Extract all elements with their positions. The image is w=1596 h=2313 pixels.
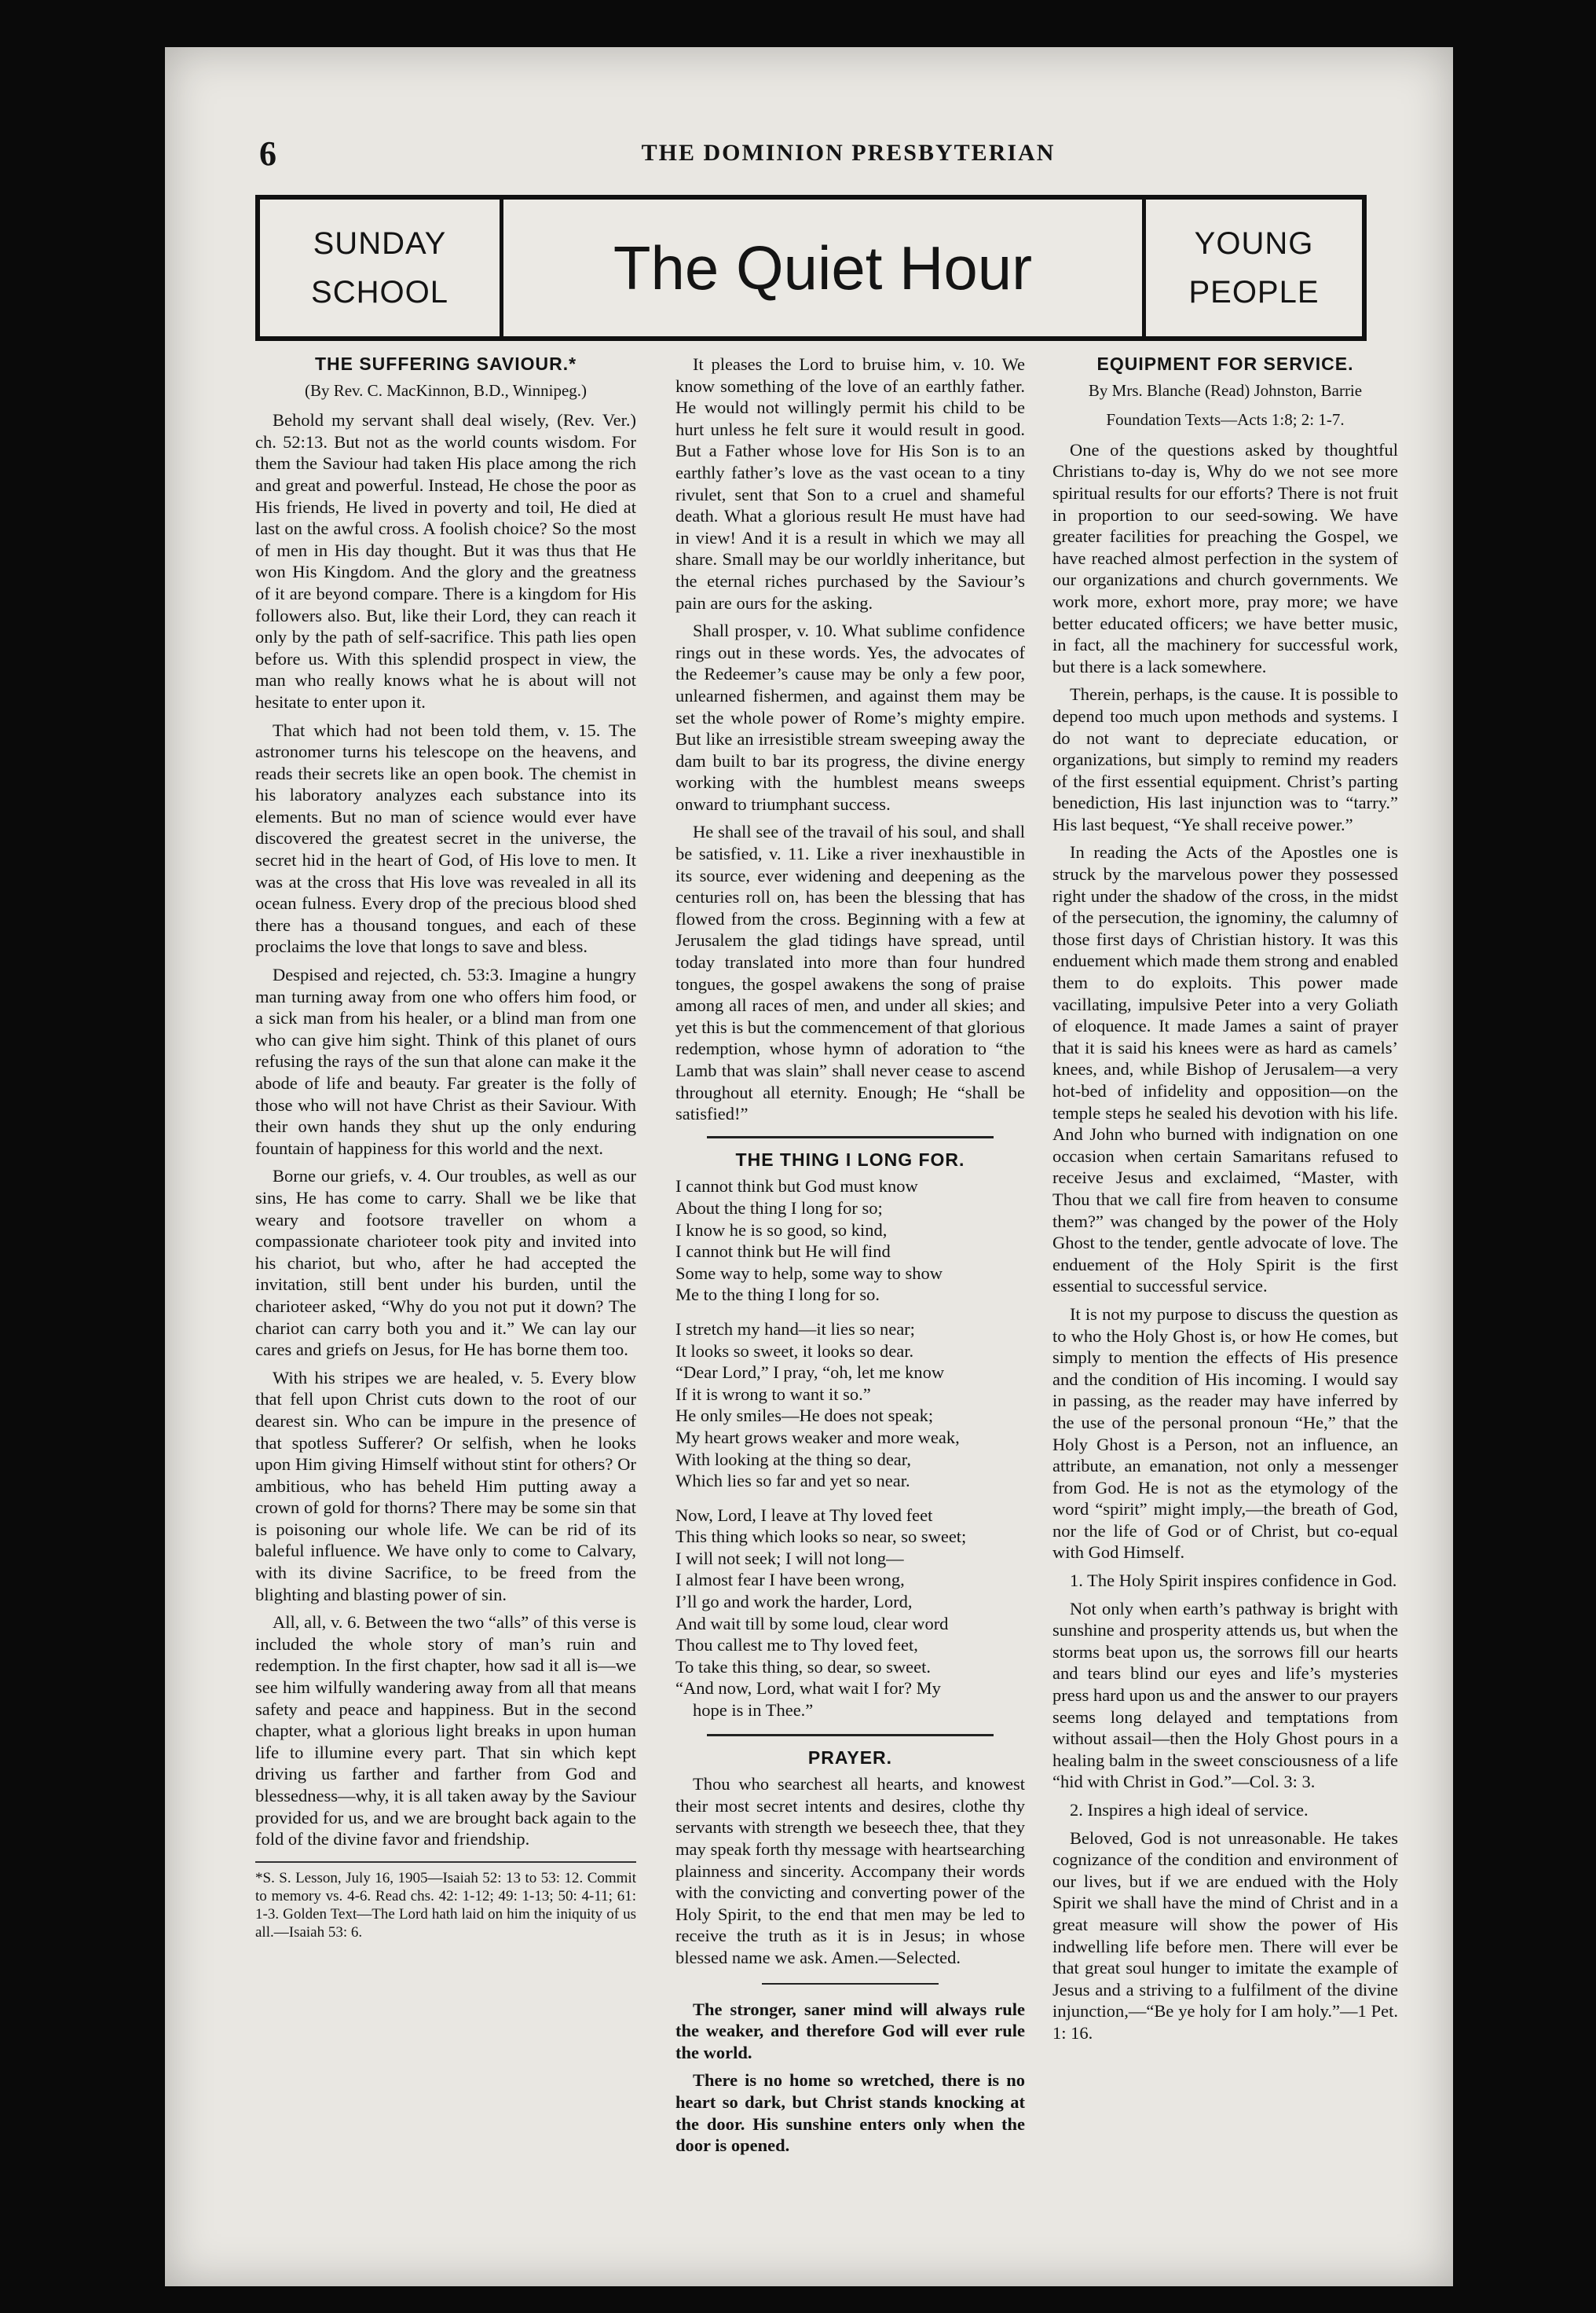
running-head xyxy=(259,134,1445,181)
poem-line: It looks so sweet, it looks so dear. xyxy=(675,1340,914,1361)
paragraph: Therein, perhaps, is the cause. It is possible to depend too much upon methods and systems. I do not want to depreciate education, or organizations, but simply to remind my readers of the first essential equipment. Christ’s parting benediction, His last injunction was to “tarry.” His last bequest, “Ye shall receive power.” xyxy=(1052,684,1398,834)
banner-sunday-school xyxy=(260,200,503,336)
poem-stanza xyxy=(675,1175,1025,1306)
poem-line: I will not seek; I will not long— xyxy=(675,1548,904,1568)
poem-line: Some way to help, some way to show xyxy=(675,1263,943,1283)
article-byline: (By Rev. C. MacKinnon, B.D., Winnipeg.) xyxy=(304,380,588,400)
banner-left-line2: SCHOOL xyxy=(311,275,448,310)
poem xyxy=(675,1149,1025,1721)
numbered-point: 1. The Holy Spirit inspires confidence in God. xyxy=(1070,1571,1397,1591)
poem-line: “Dear Lord,” I pray, “oh, let me know xyxy=(675,1362,945,1383)
poem-line: Now, Lord, I leave at Thy loved feet xyxy=(675,1505,933,1525)
paragraph: That which had not been told them, v. 15. The astronomer turns his telescope on the heavens, and reads their secrets like an open book. The chemist in his laboratory analyzes each substance into its elements. But no man of science would ever have discovered the greatest secret in the universe, the secret hid in the heart of God, of His love to men. It was at the cross that His love was revealed in all its ocean fulness. Every drop of the precious blood shed there has a thousand tongues, and each of these proclaims the love that longs to save and bless. xyxy=(255,720,636,957)
poem-line: Me to the thing I long for so. xyxy=(675,1285,880,1305)
paragraph: It pleases the Lord to bruise him, v. 10. We know something of the love of an earthly father. He would not willingly permit his child to be hurt unless he felt sure it would result in good. But a Father whose love for His Son is to an earthly father’s love as the vast ocean to a tiny rivulet, sent that Son to a cruel and shameful death. What a glorious result He must have had in view! And it is a result in which we may all share. Small may be our worldly inheritance, but the eternal riches purchased by the Saviour’s pain are ours for the asking. xyxy=(675,354,1025,613)
banner-right-line1: YOUNG xyxy=(1194,226,1314,261)
poem-line: I stretch my hand—it lies so near; xyxy=(675,1318,915,1339)
paragraph: Not only when earth’s pathway is bright with sunshine and prosperity attends us, but when the storms beat upon us, the sorrows fill our hearts and tears blind our eyes and life’s mysteries press hard upon us and the answer to our prayers seems long delayed and temptations from without assail—then the Holy Ghost pours in a healing balm in the sweet consciousness of a life “hid with Christ in God.”—Col. 3: 3. xyxy=(1052,1598,1398,1792)
saying: The stronger, saner mind will always rule the weaker, and therefore God will ever rule the world. xyxy=(675,1999,1025,2062)
poem-line: If it is wrong to want it so.” xyxy=(675,1384,871,1404)
banner-young-people xyxy=(1142,200,1362,336)
paragraph: One of the questions asked by thoughtful Christians to-day is, Why do we not see more spiritual results for our efforts? There is not fruit in proportion to our seed-sowing. We have greater facilities for preaching the Gospel, we have reached almost perfection in the system of our organizations and church governments. We work more, exhort more, pray more; we have better educated officers; we have better music, in fact, all the machinery for successful work, but there is a lack somewhere. xyxy=(1052,439,1398,676)
paragraph: Behold my servant shall deal wisely, (Rev. Ver.) ch. 52:13. But not as the world counts wisdom. For them the Saviour had taken His place among the rich and great and powerful. Instead, He chose the poor as His friends, He lived in poverty and toil, He died at last on the awful cross. A foolish choice? So the most of men in His day thought. But it was thus that He won His Kingdom. And the glory and the greatness of it are beyond compare. There is a kingdom for His followers also. But, like their Lord, they can reach it only by the path of self-sacrifice. This path lies open before us. With this splendid prospect in view, the man who really knows what he is about will not hesitate to enter upon it. xyxy=(255,410,636,712)
poem-line: I cannot think but God must know xyxy=(675,1176,918,1197)
divider xyxy=(707,1734,994,1736)
column-2 xyxy=(675,354,1025,2163)
divider xyxy=(762,1983,939,1985)
footnote-text: *S. S. Lesson, July 16, 1905—Isaiah 52: 13 to 53: 12. Commit to memory vs. 4-6. Read chs. 42: 1-12; 49: 1-13; 50: 4-11; 61: 1-3. Golden Text—The Lord hath laid on him the iniquity of us all.—Isaiah 53: 6. xyxy=(255,1869,636,1941)
poem-line: hope is in Thee.” xyxy=(693,1700,814,1721)
sayings xyxy=(675,1999,1025,2157)
paragraph: Borne our griefs, v. 4. Our troubles, as well as our sins, He has come to carry. Shall we be like that weary and footsore traveller on whom a compassionate charioteer took pity and invited into his chariot, but who, after he had accepted the invitation, still bent under his burden, until the charioteer asked, “Why do you not put it down? The chariot can carry both you and it.” We can lay our cares and griefs on Jesus, for He has borne them too. xyxy=(255,1166,636,1360)
numbered-point: 2. Inspires a high ideal of service. xyxy=(1070,1800,1309,1820)
banner-left-line1: SUNDAY xyxy=(313,226,447,261)
poem-line: “And now, Lord, what wait I for? My xyxy=(675,1678,941,1699)
poem-line: My heart grows weaker and more weak, xyxy=(675,1427,960,1447)
banner-title: The Quiet Hour xyxy=(613,233,1033,302)
poem-line: To take this thing, so dear, so sweet. xyxy=(675,1656,931,1677)
poem-line: I almost fear I have been wrong, xyxy=(675,1570,905,1590)
paragraph: All, all, v. 6. Between the two “alls” of this verse is included the whole story of man’s ruin and redemption. In the first chapter, how sad it all is—we see him wilfully wandering away from all that means safety and peace and happiness. But in the second chapter, what a glorious light breaks in upon human life to illumine every part. That sin which kept driving us farther and farther from God and blessedness—why, it is all taken away by the Saviour provided for us, and we are brought back again to the fold of the divine favor and friendship. xyxy=(255,1612,636,1849)
newspaper-page xyxy=(165,47,1453,2286)
publication-title: THE DOMINION PRESBYTERIAN xyxy=(641,140,1056,166)
poem-line: With looking at the thing so dear, xyxy=(675,1449,912,1469)
poem-line: Thou callest me to Thy loved feet, xyxy=(675,1635,918,1655)
paragraph: In reading the Acts of the Apostles one is struck by the marvelous power they possessed right under the shadow of the cross, in the midst of the persecution, the ignominy, the calumny of those first days of Christian history. It was this enduement which made them strong and enabled them to do exploits. This power made vacillating, impulsive Peter into a very Goliath of eloquence. It made James a saint of prayer that it is said his knees were as hard as camels’ knees, and, while Bishop of Jerusalem—a very hot-bed of infidelity and opposition—on the temple steps he sealed his devotion with his life. And John who burned with indignation on one occasion when certain Samaritans refused to receive Jesus and exclaimed, “Master, with Thou that we call fire from heaven to consume them?” was changed by the power of the Holy Ghost to the tender, gentle advocate of love. The enduement of the Holy Spirit is the first essential to successful service. xyxy=(1052,842,1398,1296)
poem-line: I’ll go and work the harder, Lord, xyxy=(675,1592,913,1612)
paragraph: Shall prosper, v. 10. What sublime confidence rings out in these words. Yes, the advocates of the Redeemer’s cause may be only a few poor, unlearned fishermen, and against them may be set the whole power of Rome’s mighty empire. But like an irresistible stream sweeping away the dam built to bar its progress, the divine energy working with the humblest means sweeps onward to triumphant success. xyxy=(675,621,1025,814)
paragraph: Beloved, God is not unreasonable. He takes cognizance of the condition and environment of our lives, but if we are endued with the Holy Spirit we shall have the mind of Christ and in a great measure will show the power of His indwelling life before men. There will ever be that great soul hunger to imitate the example of Jesus and a striving to a fulfilment of the divine injunction,—“Be ye holy for I am holy.”—1 Pet. 1: 16. xyxy=(1052,1827,1398,2043)
poem-line: Which lies so far and yet so near. xyxy=(675,1471,910,1491)
poem-line: This thing which looks so near, so sweet; xyxy=(675,1527,967,1547)
paragraph: With his stripes we are healed, v. 5. Every blow that fell upon Christ cuts down to the root of our dearest sin. Who can be impure in the presence of that spotless Sufferer? Or selfish, when he looks upon Him giving Himself without stint for others? Or ambitious, who has beheld Him putting away a crown of gold for thorns? There may be some sin that is poisoning our whole life. We can be rid of its baleful influence. We have only to come to Calvary, with its divine Sacrifice, to be freed from the blighting and blasting power of sin. xyxy=(255,1367,636,1604)
article-title: THE SUFFERING SAVIOUR.* xyxy=(314,354,577,374)
paragraph: It is not my purpose to discuss the question as to who the Holy Ghost is, or how He comes, but simply to mention the effects of His presence and the condition of His incoming. I would say in passing, as the reader may have inferred by the use of the personal pronoun “He,” that the Holy Ghost is a Person, not an influence, an attribute, an emanation, not only a messenger from God. He is not as the etymology of the word “spirit” might imply,—the breath of God, nor the life of God or of Christ, but co-equal with God Himself. xyxy=(1052,1303,1398,1563)
banner-right-line2: PEOPLE xyxy=(1188,275,1320,310)
page-number: 6 xyxy=(259,134,276,173)
prayer-text: Thou who searchest all hearts, and knowest their most secret intents and desires, clothe thy servants with strength we beseech thee, that they may speak forth thy message with heartsearching plainness and sincerity. Accompany their words with the convicting and converting power of the Holy Spirit, to the end that men may be led to receive the truth as it is in Jesus; in whose blessed name we ask. Amen.—Selected. xyxy=(675,1774,1025,1967)
prayer-title: PRAYER. xyxy=(807,1747,893,1768)
column-1 xyxy=(255,354,636,1948)
poem-line: He only smiles—He does not speak; xyxy=(675,1406,934,1426)
lesson-footnote xyxy=(255,1861,636,1941)
poem-line: I cannot think but He will find xyxy=(675,1241,891,1262)
paragraph: He shall see of the travail of his soul, and shall be satisfied, v. 11. Like a river inexhaustible in its source, ever widening and deepening as the centuries roll on, has been the blessing that has flowed from the cross. Beginning with a few at Jerusalem the glad tidings have spread, until today translated into more than four hundred tongues, the gospel awakens the song of praise among all races of men, and under all skies; and yet this is but the commencement of that glorious redemption, whose hymn of adoration to “the Lamb that was slain” shall never cease to ascend throughout all eternity. Enough; He “shall be satisfied!” xyxy=(675,822,1025,1124)
column-3 xyxy=(1052,354,1398,2051)
poem-line: I know he is so good, so kind, xyxy=(675,1219,888,1240)
saying: There is no home so wretched, there is no heart so dark, but Christ stands knocking at the door. His sunshine enters only when the door is opened. xyxy=(675,2070,1025,2156)
article-byline: By Mrs. Blanche (Read) Johnston, Barrie xyxy=(1088,380,1363,400)
poem-stanza xyxy=(675,1318,1025,1492)
divider xyxy=(707,1136,994,1138)
foundation-texts: Foundation Texts—Acts 1:8; 2: 1-7. xyxy=(1106,410,1345,430)
poem-line: And wait till by some loud, clear word xyxy=(675,1613,949,1633)
section-banner xyxy=(255,195,1367,341)
article-title: EQUIPMENT FOR SERVICE. xyxy=(1096,354,1354,374)
paragraph: Despised and rejected, ch. 53:3. Imagine a hungry man turning away from one who offers him food, or a sick man from his healer, or a blind man from one who can give him sight. Think of this planet of ours refusing the rays of the sun that alone can make it the abode of life and beauty. Far greater is the folly of those who will not have Christ as their Saviour. With their own hands they shut up the only enduring fountain of happiness for this world and the next. xyxy=(255,965,636,1158)
poem-line: About the thing I long for so; xyxy=(675,1197,883,1218)
poem-title: THE THING I LONG FOR. xyxy=(735,1149,965,1170)
poem-stanza xyxy=(675,1505,1025,1721)
